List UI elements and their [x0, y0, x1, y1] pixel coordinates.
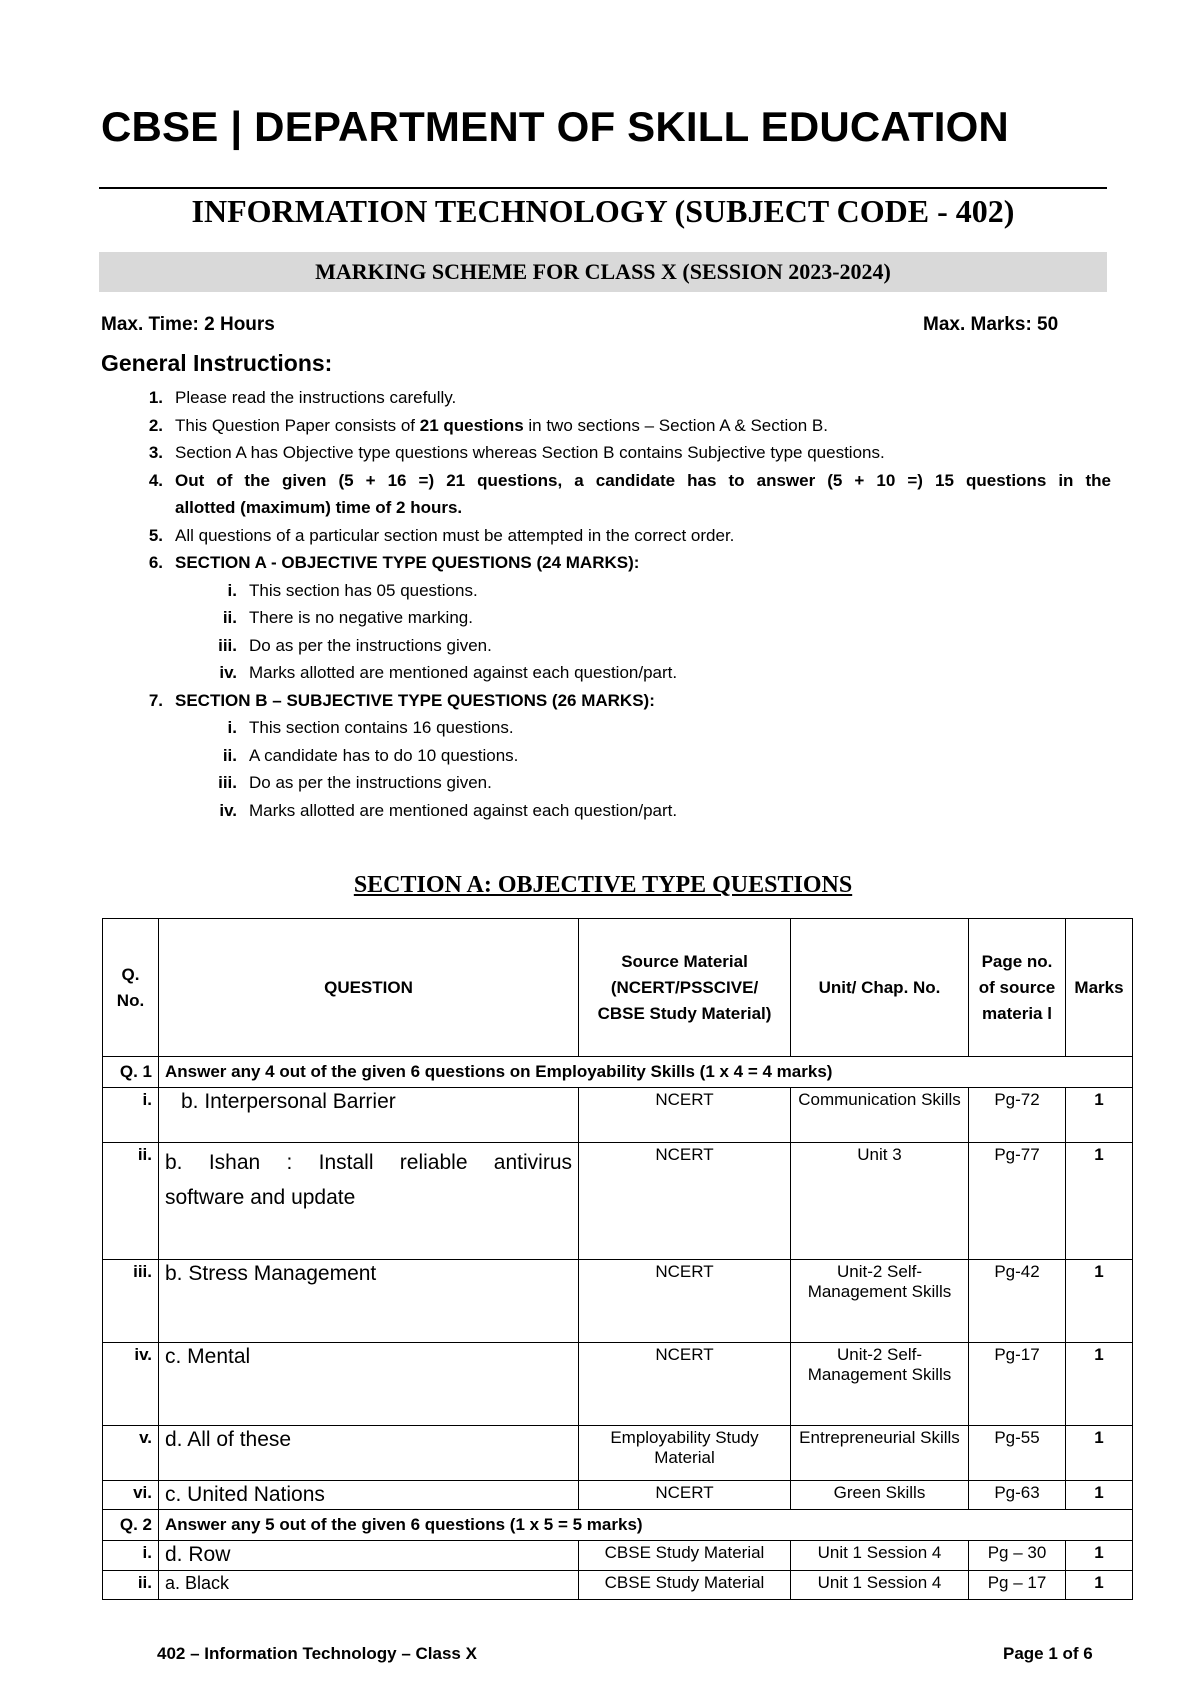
instruction-subitem: iii. Do as per the instructions given. [218, 773, 492, 792]
table-row: ii. b. Ishan : Install reliable antivirus software and update NCERT Unit 3 Pg-77 1 [103, 1143, 1133, 1260]
table-row: vi. c. United Nations NCERT Green Skills Pg-63 1 [103, 1481, 1133, 1510]
section-a-table [102, 918, 1133, 1600]
instruction-subitem: iii. Do as per the instructions given. [218, 635, 492, 655]
header-source: Source Material (NCERT/PSSCIVE/ CBSE Study Material) [579, 919, 791, 1057]
max-marks: Max. Marks: 50 [923, 314, 1059, 335]
instruction-item: 6. SECTION A - OBJECTIVE TYPE QUESTIONS (24 MARKS): [148, 553, 640, 572]
marking-scheme-banner: MARKING SCHEME FOR CLASS X (SESSION 2023-2024) [99, 252, 1107, 292]
instruction-item: 7. SECTION B – SUBJECTIVE TYPE QUESTIONS (26 MARKS): [148, 690, 655, 710]
header-qno: Q. No. [103, 919, 159, 1057]
document-title: CBSE | DEPARTMENT OF SKILL EDUCATION [101, 103, 1009, 150]
table-header-row [103, 919, 1133, 1057]
instruction-subitem: i. This section has 05 questions. [227, 580, 478, 600]
section-a-title: SECTION A: OBJECTIVE TYPE QUESTIONS [353, 872, 853, 898]
table-row: i. b. Interpersonal Barrier NCERT Communication Skills Pg-72 1 [103, 1088, 1133, 1143]
max-time: Max. Time: 2 Hours [101, 314, 275, 335]
instruction-item: 2. This Question Paper consists of 21 questions in two sections – Section A & Section B. [148, 415, 828, 435]
instruction-subitem: i. This section contains 16 questions. [227, 718, 514, 737]
footer-course: 402 – Information Technology – Class X [157, 1644, 477, 1663]
question-group-row: Q. 2 Answer any 5 out of the given 6 questions (1 x 5 = 5 marks) [103, 1510, 1133, 1541]
title-divider [99, 187, 1107, 189]
instruction-item: 3. Section A has Objective type questions whereas Section B contains Subjective type questions. [148, 443, 885, 462]
footer-page-number: Page 1 of 6 [1003, 1644, 1093, 1663]
instructions-list [101, 384, 1111, 824]
table-row: iii. b. Stress Management NCERT Unit-2 Self-Management Skills Pg-42 1 [103, 1260, 1133, 1343]
header-page: Page no. of source materia l [969, 919, 1066, 1057]
table-row: ii. a. Black CBSE Study Material Unit 1 Session 4 Pg – 17 1 [103, 1571, 1133, 1600]
instruction-subitem: ii. There is no negative marking. [222, 608, 473, 627]
header-question: QUESTION [159, 919, 579, 1057]
instruction-item: 5. All questions of a particular section must be attempted in the correct order. [148, 525, 735, 545]
instruction-subitem: ii. A candidate has to do 10 questions. [222, 745, 519, 765]
table-row: iv. c. Mental NCERT Unit-2 Self-Management Skills Pg-17 1 [103, 1343, 1133, 1426]
question-group-row: Q. 1 Answer any 4 out of the given 6 questions on Employability Skills (1 x 4 = 4 marks) [103, 1057, 1133, 1088]
header-unit: Unit/ Chap. No. [791, 919, 969, 1057]
instruction-subitem: iv. Marks allotted are mentioned against each question/part. [219, 800, 678, 820]
instruction-item: 4. Out of the given (5 + 16 =) 21 questions, a candidate has to answer (5 + 10 =) 15 questions in the allotted (maximum) time of 2 hours. [148, 470, 1111, 517]
instruction-item: 1. Please read the instructions carefully. [148, 388, 457, 407]
header-marks: Marks [1066, 919, 1133, 1057]
subject-heading: INFORMATION TECHNOLOGY (SUBJECT CODE - 402) [191, 193, 1015, 229]
instruction-subitem: iv. Marks allotted are mentioned against each question/part. [219, 663, 678, 682]
table-row: v. d. All of these Employability Study Material Entrepreneurial Skills Pg-55 1 [103, 1426, 1133, 1481]
table-row: i. d. Row CBSE Study Material Unit 1 Session 4 Pg – 30 1 [103, 1541, 1133, 1571]
general-instructions-title: General Instructions: [101, 350, 333, 376]
